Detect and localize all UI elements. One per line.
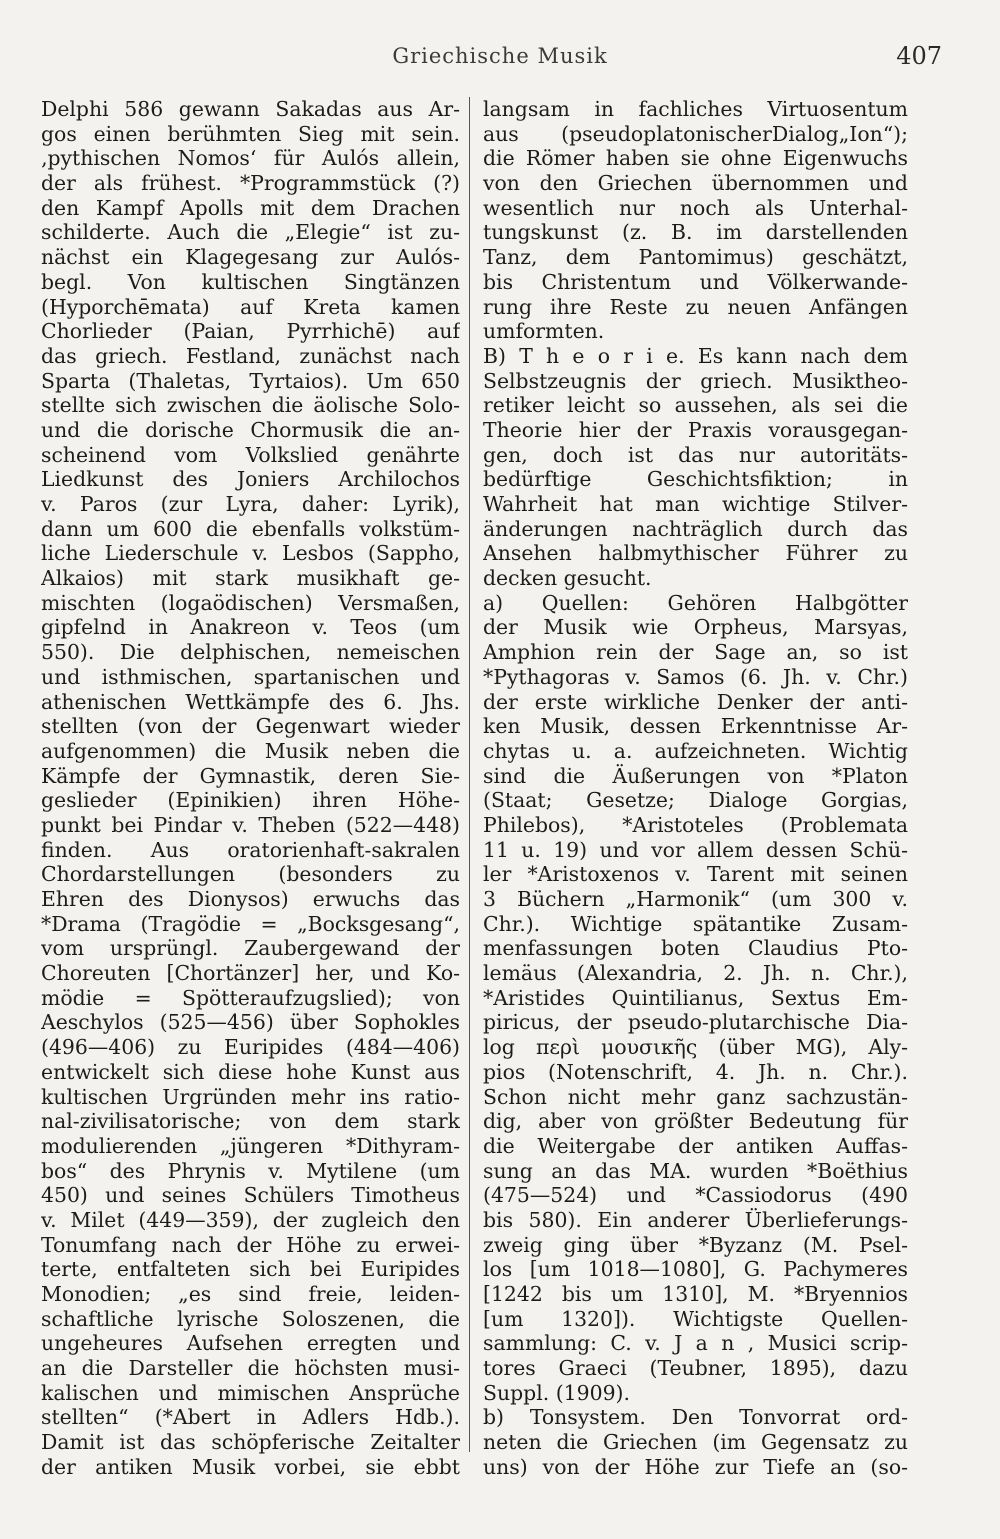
text-line: Monodien; „es sind freie, leiden- <box>41 1282 460 1306</box>
text-line: uns) von der Höhe zur Tiefe an (so- <box>483 1454 908 1479</box>
text-line: stellten (von der Gegenwart wieder <box>41 714 460 739</box>
text-line: [1242 bis um 1310], M. *Bryennios <box>483 1282 908 1306</box>
text-line: Ansehen halbmythischer Führer zu <box>483 541 908 566</box>
text-line: nal-zivilisatorische; von dem stark <box>41 1109 460 1134</box>
text-line: Aeschylos (525—456) über Sophokles <box>41 1010 460 1035</box>
text-line: wesentlich nur noch als Unterhal- <box>483 195 908 220</box>
text-line: neten die Griechen (im Gegensatz zu <box>483 1430 908 1455</box>
text-line: lemäus (Alexandria, 2. Jh. n. Chr.), <box>483 961 908 986</box>
text-line: änderungen nachträglich durch das <box>483 516 908 541</box>
text-line: liche Liederschule v. Lesbos (Sappho, <box>41 541 460 566</box>
text-line: Choreuten [Chortänzer] her, und Ko- <box>41 961 460 986</box>
text-line: bis 580). Ein anderer Überlieferungs- <box>483 1207 908 1232</box>
text-line: athenischen Wettkämpfe des 6. Jhs. <box>41 689 460 714</box>
text-line: tungskunst (z. B. im darstellenden <box>483 220 908 245</box>
text-line: v. Paros (zur Lyra, daher: Lyrik), <box>41 492 460 516</box>
text-line: bedürftige Geschichtsfiktion; in <box>483 467 908 492</box>
text-line: 11 u. 19) und vor allem dessen Schü- <box>483 837 908 862</box>
text-line: v. Milet (449—359), der zugleich den <box>41 1207 460 1232</box>
text-line: Sparta (Thaletas, Tyrtaios). Um 650 <box>41 368 460 393</box>
text-line: Damit ist das schöpferische Zeitalter <box>41 1430 460 1455</box>
text-line: die Römer haben sie ohne Eigenwuchs <box>483 146 908 171</box>
text-line: bos“ des Phrynis v. Mytilene (um <box>41 1158 460 1183</box>
text-line: (Hyporchēmata) auf Kreta kamen <box>41 294 460 319</box>
text-line: Wahrheit hat man wichtige Stilver- <box>483 492 908 516</box>
text-line: Theorie hier der Praxis vorausgegan- <box>483 417 908 442</box>
right-column <box>483 97 908 1497</box>
text-line: sammlung: C. v. J a n , Musici scrip- <box>483 1331 908 1356</box>
text-line: scheinend vom Volkslied genährte <box>41 442 460 467</box>
text-line: bis Christentum und Völkerwande- <box>483 269 908 294</box>
text-line: Tonumfang nach der Höhe zu erwei- <box>41 1232 460 1257</box>
text-line: Delphi 586 gewann Sakadas aus Ar- <box>41 97 460 121</box>
text-line: terte, entfalteten sich bei Euripides <box>41 1257 460 1282</box>
text-line: mödie = Spötteraufzugslied); von <box>41 985 460 1010</box>
text-line: von den Griechen übernommen und <box>483 171 908 196</box>
text-line: ler *Aristoxenos v. Tarent mit seinen <box>483 862 908 887</box>
text-line: gen, doch ist das nur autoritäts- <box>483 442 908 467</box>
text-line: Chordarstellungen (besonders zu <box>41 862 460 887</box>
text-line: und die dorische Chormusik die an- <box>41 417 460 442</box>
text-line: B) T h e o r i e. Es kann nach dem <box>483 343 908 368</box>
text-line: ken Musik, dessen Erkenntnisse Ar- <box>483 714 908 739</box>
text-line: aufgenommen) die Musik neben die <box>41 738 460 763</box>
text-line: (475—524) und *Cassiodorus (490 <box>483 1183 908 1208</box>
text-line: Kämpfe der Gymnastik, deren Sie- <box>41 763 460 788</box>
text-line: decken gesucht. <box>483 566 652 591</box>
text-line: 550). Die delphischen, nemeischen <box>41 640 460 665</box>
text-line: piricus, der pseudo-plutarchische Dia- <box>483 1010 908 1035</box>
text-line: *Pythagoras v. Samos (6. Jh. v. Chr.) <box>483 664 908 689</box>
text-line: 3 Büchern „Harmonik“ (um 300 v. <box>483 887 908 911</box>
text-line: den Kampf Apolls mit dem Drachen <box>41 195 460 220</box>
text-line: Tanz, dem Pantomimus) geschätzt, <box>483 245 908 270</box>
text-line: der erste wirkliche Denker der anti- <box>483 689 908 714</box>
text-line: stellte sich zwischen die äolische Solo- <box>41 393 460 418</box>
text-line: Suppl. (1909). <box>483 1380 630 1405</box>
text-line: Philebos), *Aristoteles (Problemata <box>483 812 908 837</box>
text-line: kalischen und mimischen Ansprüche <box>41 1380 460 1405</box>
running-title: Griechische Musik <box>392 44 608 68</box>
text-line: los [um 1018—1080], G. Pachymeres <box>483 1257 908 1282</box>
text-line: punkt bei Pindar v. Theben (522—448) <box>41 812 460 837</box>
text-line: ‚pythischen Nomos‘ für Aulós allein, <box>41 146 460 171</box>
page-number: 407 <box>896 42 942 70</box>
text-line: Schon nicht mehr ganz sachzustän- <box>483 1084 908 1109</box>
text-line: mischten (logaödischen) Versmaßen, <box>41 590 460 615</box>
text-line: dann um 600 die ebenfalls volkstüm- <box>41 516 460 541</box>
text-line: stellten“ (*Abert in Adlers Hdb.). <box>41 1405 460 1430</box>
text-line: ungeheures Aufsehen erregten und <box>41 1331 460 1356</box>
text-line: rung ihre Reste zu neuen Anfängen <box>483 294 908 319</box>
text-line: aus (pseudoplatonischerDialog„Ion“); <box>483 121 908 146</box>
text-line: Chr.). Wichtige spätantike Zusam- <box>483 911 908 936</box>
text-line: an die Darsteller die höchsten musi- <box>41 1356 460 1381</box>
text-line: modulierenden „jüngeren *Dithyram- <box>41 1133 460 1158</box>
text-line: zweig ging über *Byzanz (M. Psel- <box>483 1232 908 1257</box>
text-line: begl. Von kultischen Singtänzen <box>41 269 460 294</box>
text-line: vom ursprüngl. Zaubergewand der <box>41 936 460 961</box>
text-line: sind die Äußerungen von *Platon <box>483 763 908 788</box>
text-line: schilderte. Auch die „Elegie“ ist zu- <box>41 220 460 245</box>
text-line: und isthmischen, spartanischen und <box>41 664 460 689</box>
text-line: nächst ein Klagegesang zur Aulós- <box>41 245 460 270</box>
text-line: gos einen berühmten Sieg mit sein. <box>41 121 460 146</box>
text-line: Liedkunst des Joniers Archilochos <box>41 467 460 492</box>
text-line: entwickelt sich diese hohe Kunst aus <box>41 1059 460 1084</box>
text-line: das griech. Festland, zunächst nach <box>41 343 460 368</box>
text-line: Amphion rein der Sage an, so ist <box>483 640 908 665</box>
text-line: finden. Aus oratorienhaft-sakralen <box>41 837 460 862</box>
text-line: chytas u. a. aufzeichneten. Wichtig <box>483 738 908 763</box>
text-line: *Aristides Quintilianus, Sextus Em- <box>483 985 908 1010</box>
text-line: pios (Notenschrift, 4. Jh. n. Chr.). <box>483 1059 908 1084</box>
text-line: die Weitergabe der antiken Auffas- <box>483 1133 908 1158</box>
text-line: der Musik wie Orpheus, Marsyas, <box>483 615 908 640</box>
text-line: (Staat; Gesetze; Dialoge Gorgias, <box>483 788 908 813</box>
text-line: umformten. <box>483 319 605 344</box>
text-line: *Drama (Tragödie = „Bocksgesang“, <box>41 911 460 936</box>
text-line: menfassungen boten Claudius Pto- <box>483 936 908 961</box>
text-line: log περὶ μουσικῆς (über MG), Aly- <box>483 1035 908 1060</box>
text-line: langsam in fachliches Virtuosentum <box>483 97 908 121</box>
text-line: Selbstzeugnis der griech. Musiktheo- <box>483 368 908 393</box>
text-line: gipfelnd in Anakreon v. Teos (um <box>41 615 460 640</box>
text-line: tores Graeci (Teubner, 1895), dazu <box>483 1356 908 1381</box>
text-line: kultischen Urgründen mehr ins ratio- <box>41 1084 460 1109</box>
text-line: (496—406) zu Euripides (484—406) <box>41 1035 460 1060</box>
text-line: geslieder (Epinikien) ihren Höhe- <box>41 788 460 813</box>
text-line: a) Quellen: Gehören Halbgötter <box>483 590 908 615</box>
text-line: Chorlieder (Paian, Pyrrhichē) auf <box>41 319 460 344</box>
page-header <box>0 40 1000 80</box>
text-line: retiker leicht so aussehen, als sei die <box>483 393 908 418</box>
text-line: Alkaios) mit stark musikhaft ge- <box>41 566 460 591</box>
text-line: dig, aber von größter Bedeutung für <box>483 1109 908 1134</box>
text-line: der antiken Musik vorbei, sie ebbt <box>41 1454 460 1479</box>
text-line: [um 1320]). Wichtigste Quellen- <box>483 1306 908 1331</box>
text-line: sung an das MA. wurden *Boëthius <box>483 1158 908 1183</box>
column-divider <box>469 97 470 1452</box>
text-line: der als frühest. *Programmstück (?) <box>41 171 460 196</box>
text-line: b) Tonsystem. Den Tonvorrat ord- <box>483 1405 908 1430</box>
text-line: schaftliche lyrische Soloszenen, die <box>41 1306 460 1331</box>
left-column <box>41 97 460 1497</box>
text-line: 450) und seines Schülers Timotheus <box>41 1183 460 1208</box>
text-line: Ehren des Dionysos) erwuchs das <box>41 887 460 911</box>
